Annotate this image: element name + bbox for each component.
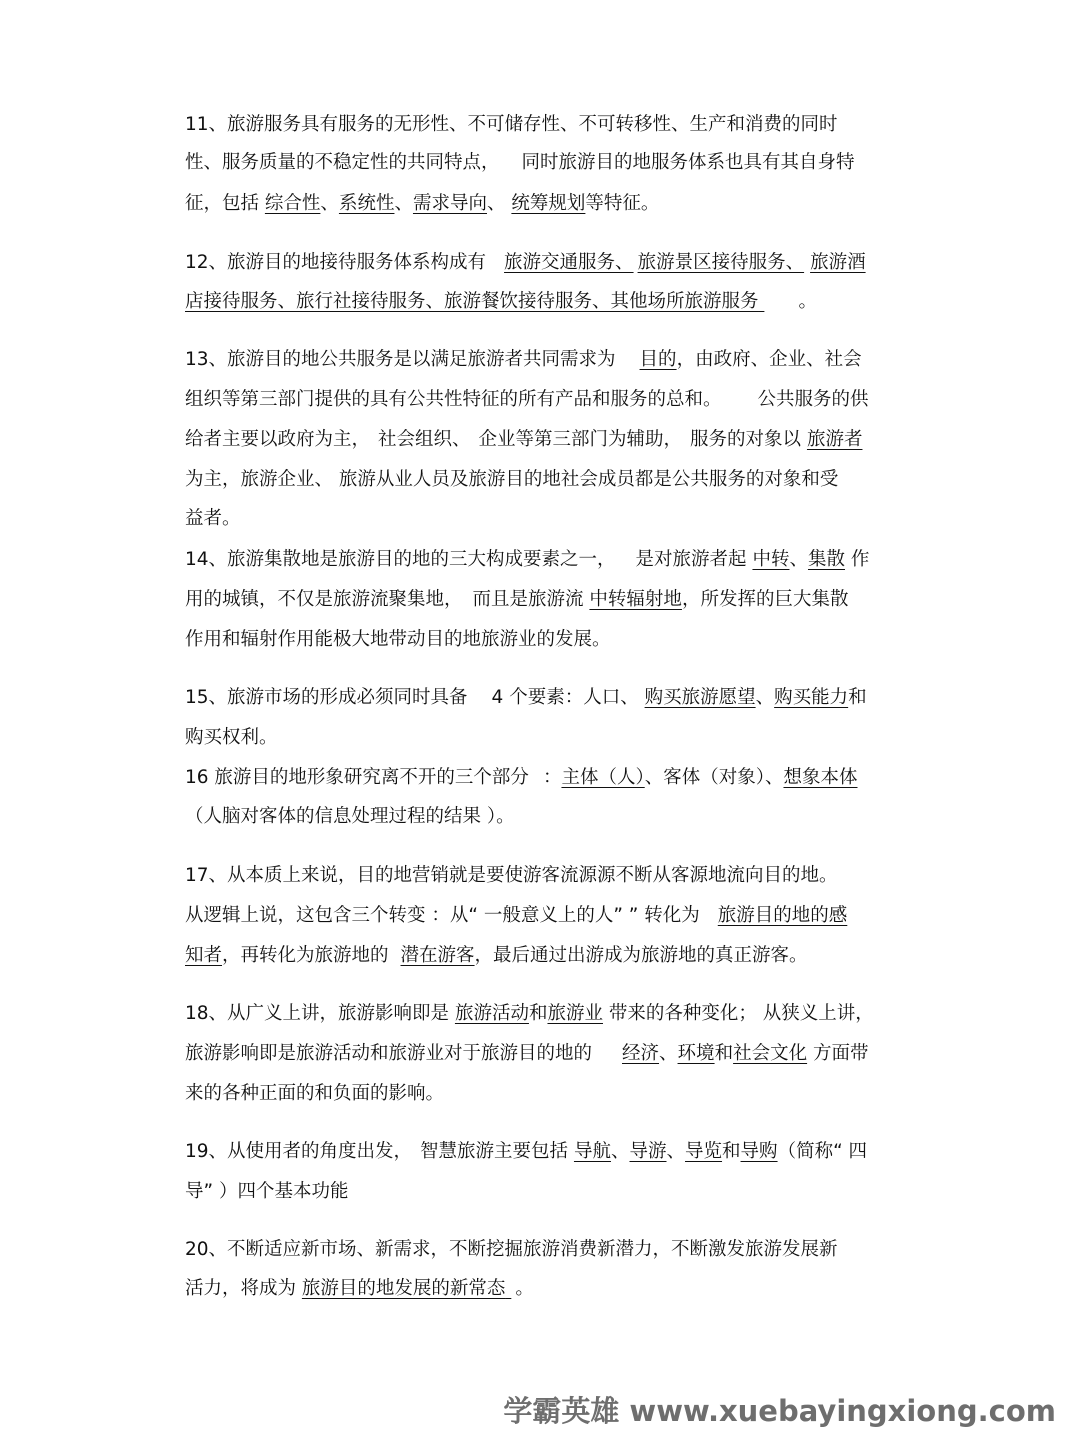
q17-text: 17、从本质上来说，目的地营销就是要使游客流源源不断从客源地流向目的地。 xyxy=(185,865,838,886)
q18-answer-1: 旅游活动 xyxy=(454,1003,529,1024)
q17-text: ，最后通过出游成为旅游地的真正游客。 xyxy=(474,945,808,966)
q13-text: 益者。 xyxy=(185,508,241,529)
q14-line-2 xyxy=(185,587,848,613)
q18-answer-2: 旅游业 xyxy=(547,1003,603,1024)
q15-line-2 xyxy=(185,725,278,751)
q13-text: 13、旅游目的地公共服务是以满足旅游者共同需求为 xyxy=(185,349,616,370)
q17-answer-2: 潜在游客 xyxy=(400,945,475,966)
q20-text: 活力，将成为 xyxy=(185,1278,297,1299)
q18-text: 方面带 xyxy=(812,1043,869,1064)
q14-text: 作用和辐射作用能极大地带动目的地旅游业的发展。 xyxy=(185,629,611,650)
q13-text: 企业等第三部门为辅助， xyxy=(478,429,683,450)
q16-answer-1: 主体（人） xyxy=(561,767,645,788)
q15-text: 4 个要素：人口、 xyxy=(491,687,639,708)
q11-answer-1: 综合性 xyxy=(264,193,321,214)
q19-line-2 xyxy=(185,1179,348,1205)
q12-line-2 xyxy=(185,289,817,315)
q15-line-1 xyxy=(185,685,867,711)
q20-text: 20、不断适应新市场、新需求，不断挖掘旅游消费新潜力，不断激发旅游发展新 xyxy=(185,1239,838,1260)
q14-text: 14、旅游集散地是旅游目的地的三大构成要素之一， xyxy=(185,549,616,570)
q14-answer-2: 集散 xyxy=(807,549,845,570)
q17-text: 从逻辑上说，这包含三个转变 ：从“ 一般意义上的人” ” 转化为 xyxy=(185,905,700,926)
q19-line-1 xyxy=(185,1139,867,1165)
q17-line-1 xyxy=(185,863,838,889)
q11-text: 等特征。 xyxy=(585,193,660,214)
q18-answer-5: 社会文化 xyxy=(733,1043,808,1064)
q18-text: 和 xyxy=(528,1003,548,1024)
watermark: 学霸英雄 www.xuebayingxiong.com xyxy=(503,1394,1056,1428)
q18-text: 18、从广义上讲，旅游影响即是 xyxy=(185,1003,450,1024)
separator: 、 xyxy=(610,1141,630,1162)
q13-answer-2: 旅游者 xyxy=(806,429,863,450)
q16-answer-2: 想象本体 xyxy=(783,767,858,788)
q19-text: 19、从使用者的角度出发， xyxy=(185,1141,413,1162)
q14-answer-3: 中转辐射地 xyxy=(589,589,682,610)
q19-text: 智慧旅游主要包括 xyxy=(420,1141,569,1162)
q15-text: 和 xyxy=(848,687,867,708)
q14-text: 用的城镇，不仅是旅游流聚集地， xyxy=(185,589,463,610)
q19-text: 和 xyxy=(722,1141,741,1162)
q12-answer-1: 旅游交通服务、 xyxy=(504,252,634,273)
q16-text: ： xyxy=(542,767,562,788)
q13-line-5 xyxy=(185,506,241,532)
separator: 、 xyxy=(789,549,808,570)
q11-text: 征，包括 xyxy=(185,193,260,214)
separator: 、 xyxy=(486,193,506,214)
q18-text: 来的各种正面的和负面的影响。 xyxy=(185,1083,445,1104)
q14-text: ，所发挥的巨大集散 xyxy=(681,589,849,610)
q17-line-2 xyxy=(185,903,847,929)
q18-answer-3: 经济 xyxy=(622,1043,660,1064)
separator: 、 xyxy=(659,1043,678,1064)
q13-text: 为主，旅游企业、 旅游从业人员及旅游目的地社会成员都是公共服务的对象和受 xyxy=(185,469,839,490)
q18-text: 带来的各种变化； 从狭义上讲， xyxy=(608,1003,874,1024)
q16-text: 16 旅游目的地形象研究离不开的三个部分 xyxy=(185,767,529,788)
q18-line-3 xyxy=(185,1081,444,1107)
q18-text: 旅游影响即是旅游活动和旅游业对于旅游目的地的 xyxy=(185,1043,593,1064)
q12-text: 12、旅游目的地接待服务体系构成有 xyxy=(185,252,487,273)
q14-text: 而且是旅游流 xyxy=(472,589,584,610)
q12-line-1 xyxy=(185,250,866,276)
q12-answer-4: 店接待服务、旅行社接待服务、旅游餐饮接待服务、其他场所旅游服务 xyxy=(185,291,759,312)
q19-text: （简称“ 四 xyxy=(777,1141,868,1162)
q11-answer-4: 统筹规划 xyxy=(511,193,586,214)
q17-answer-1-cont: 知者 xyxy=(185,945,223,966)
q13-text: 社会组织、 xyxy=(378,429,471,450)
period: 。 xyxy=(515,1278,534,1299)
q11-line-2 xyxy=(185,150,855,176)
q20-answer-1: 旅游目的地发展的新常态 xyxy=(301,1278,506,1299)
q19-answer-4: 导购 xyxy=(740,1141,778,1162)
q17-text: ，再转化为旅游地的 xyxy=(222,945,389,966)
q11-text: 性、服务质量的不稳定性的共同特点， xyxy=(185,152,500,173)
q13-text: 给者主要以政府为主， xyxy=(185,429,371,450)
q16-line-2 xyxy=(185,804,515,830)
q11-answer-2: 系统性 xyxy=(338,193,395,214)
q13-text: ，由政府、企业、社会 xyxy=(676,349,862,370)
q18-line-1 xyxy=(185,1001,874,1027)
q13-line-4 xyxy=(185,467,838,493)
q18-answer-4: 环境 xyxy=(677,1043,715,1064)
q20-line-2 xyxy=(185,1276,534,1302)
q15-text: 购买权利。 xyxy=(185,727,278,748)
q13-text: 公共服务的供 xyxy=(757,389,869,410)
q13-text: 服务的对象以 xyxy=(690,429,802,450)
q16-line-1 xyxy=(185,765,858,791)
q13-line-2 xyxy=(185,387,869,413)
q15-answer-2: 购买能力 xyxy=(774,687,849,708)
q20-line-1 xyxy=(185,1237,838,1263)
q18-text: 和 xyxy=(714,1043,734,1064)
q11-line-3 xyxy=(185,191,659,217)
q14-answer-1: 中转 xyxy=(752,549,790,570)
q12-answer-3: 旅游酒 xyxy=(810,252,866,273)
q17-line-3 xyxy=(185,943,808,969)
q13-line-1 xyxy=(185,347,862,373)
q19-answer-2: 导游 xyxy=(629,1141,667,1162)
q14-line-1 xyxy=(185,547,869,573)
q19-answer-1: 导航 xyxy=(573,1141,611,1162)
q16-text: 、客体（对象）、 xyxy=(644,767,784,788)
q13-line-3 xyxy=(185,427,862,453)
q14-line-3 xyxy=(185,627,611,653)
q11-text: 11、旅游服务具有服务的无形性、不可储存性、不可转移性、生产和消费的同时 xyxy=(185,114,838,135)
q13-answer-1: 目的 xyxy=(639,349,677,370)
period: 。 xyxy=(798,291,818,312)
separator: 、 xyxy=(320,193,339,214)
q11-text: 同时旅游目的地服务体系也具有其自身特 xyxy=(521,152,855,173)
q11-line-1 xyxy=(185,112,838,138)
q15-text: 15、旅游市场的形成必须同时具备 xyxy=(185,687,468,708)
q11-answer-3: 需求导向 xyxy=(412,193,487,214)
q14-text: 作 xyxy=(850,549,870,570)
separator: 、 xyxy=(394,193,413,214)
q16-text: （人脑对客体的信息处理过程的结果 ）。 xyxy=(185,806,515,827)
q19-text: 导” ）四个基本功能 xyxy=(185,1181,349,1202)
q13-text: 组织等第三部门提供的具有公共性特征的所有产品和服务的总和。 xyxy=(185,389,722,410)
q14-text: 是对旅游者起 xyxy=(635,549,747,570)
separator: 、 xyxy=(755,687,775,708)
q12-answer-2: 旅游景区接待服务、 xyxy=(637,252,805,273)
q18-line-2 xyxy=(185,1041,869,1067)
q17-answer-1: 旅游目的地的感 xyxy=(717,905,848,926)
separator: 、 xyxy=(666,1141,686,1162)
q19-answer-3: 导览 xyxy=(685,1141,723,1162)
q15-answer-1: 购买旅游愿望 xyxy=(644,687,756,708)
